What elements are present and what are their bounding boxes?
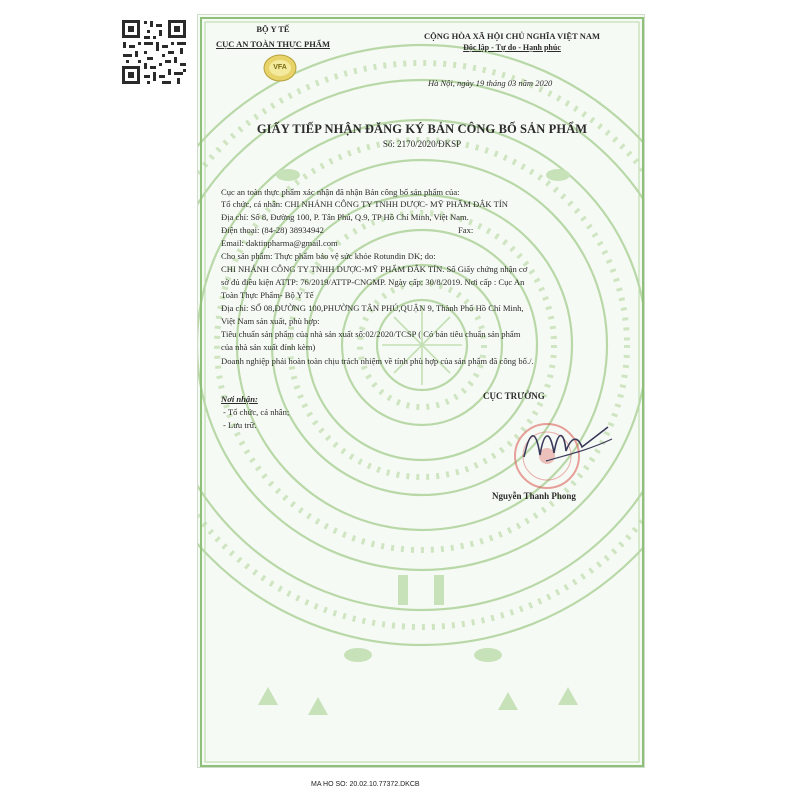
document-number: Số: 2170/2020/ĐKSP	[382, 139, 462, 149]
issue-date: Hà Nội, ngày 19 tháng 03 năm 2020	[428, 78, 553, 88]
vfa-logo-icon	[262, 53, 298, 83]
body-line-13: Tiêu chuẩn sản phẩm của nhà sản xuất số:02/2020/TCSP ( Có bản tiêu chuẩn sản phẩm	[221, 329, 521, 339]
ministry-name: BỘ Y TẾ	[256, 24, 290, 34]
body-line-1: Cục an toàn thực phẩm xác nhận đã nhận Bản công bố sản phẩm của:	[221, 187, 460, 197]
body-line-fax: Fax:	[458, 225, 474, 235]
recipients-heading: Nơi nhận:	[221, 394, 258, 404]
body-line-3: Địa chỉ: Số 8, Đường 100, P. Tân Phú, Q.9, TP Hồ Chí Minh, Việt Nam.	[221, 212, 469, 222]
body-line-12: Việt Nam sản xuất, phù hợp:	[221, 316, 320, 326]
body-line-15: Doanh nghiệp phải hoàn toàn chịu trách nhiệm về tính phù hợp của sản phẩm đã công bố./.	[221, 356, 534, 366]
nation-title: CỘNG HÒA XÃ HỘI CHỦ NGHĨA VIỆT NAM	[423, 31, 601, 41]
body-line-email: Email: daktinpharma@gmail.com	[221, 238, 338, 248]
signer-name: Nguyễn Thanh Phong	[492, 491, 576, 501]
body-line-2: Tổ chức, cá nhân: CHI NHÁNH CÔNG TY TNHH DƯỢC- MỸ PHẨM ĐẮK TÍN	[221, 199, 508, 209]
agency-name: CỤC AN TOÀN THỰC PHẨM	[216, 39, 330, 49]
body-line-product: Cho sản phẩm: Thực phẩm bảo vệ sức khỏe Rotundin DK; do:	[221, 251, 436, 261]
body-line-9: sở đủ điều kiện ATTP: 76/2019/ATTP-CNGMP. Ngày cấp: 30/8/2019. Nơi cấp : Cục An	[221, 277, 525, 287]
handwritten-signature-icon	[516, 417, 616, 477]
document-title: GIẤY TIẾP NHẬN ĐĂNG KÝ BẢN CÔNG BỐ SẢN PHẨM	[256, 122, 588, 136]
body-line-8: CHI NHÁNH CÔNG TY TNHH DƯỢC-MỸ PHẨM ĐẮK TÍN. Số Giấy chứng nhận cơ	[221, 264, 528, 274]
national-motto: Độc lập - Tự do - Hạnh phúc	[463, 43, 561, 52]
recipient-item: - Lưu trữ.	[223, 420, 257, 430]
body-line-phone: Điện thoại: (84-28) 38934942	[221, 225, 324, 235]
body-line-10: Toàn Thực Phẩm- Bộ Y Tế	[221, 290, 314, 300]
body-line-11: Địa chỉ: SỐ 08,ĐƯỜNG 100,PHƯỜNG TÂN PHÚ,QUẬN 9, Thành Phố Hồ Chí Minh,	[221, 303, 524, 313]
certificate-document	[197, 14, 645, 768]
body-line-14: của nhà sản xuất đính kèm)	[221, 342, 316, 352]
qr-code-icon	[120, 18, 188, 86]
signer-role: CỤC TRƯỞNG	[483, 391, 545, 401]
document-code: MA HO SO: 20.02.10.77372.DKCB	[311, 781, 420, 788]
vfa-logo-text: VFA	[273, 64, 287, 71]
recipient-item: - Tổ chức, cá nhân;	[223, 407, 290, 417]
